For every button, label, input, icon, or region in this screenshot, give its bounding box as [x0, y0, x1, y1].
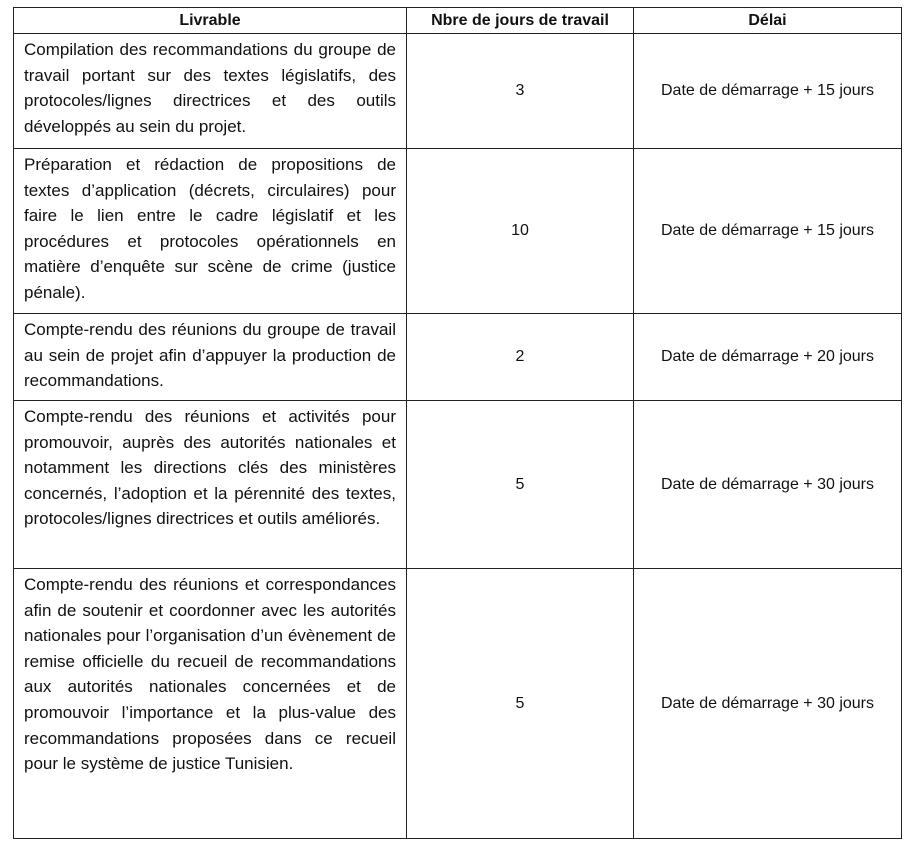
jours-cell: 2	[407, 314, 634, 401]
table-row	[14, 149, 902, 314]
header-delai: Délai	[634, 8, 902, 34]
table-row	[14, 569, 902, 839]
header-livrable: Livrable	[14, 8, 407, 34]
livrable-cell: Compte-rendu des réunions du groupe de travail au sein de projet afin d’appuyer la production de recommandations.	[14, 314, 407, 401]
deliverables-table	[13, 7, 902, 839]
table-row	[14, 314, 902, 401]
header-row	[14, 8, 902, 34]
delai-cell: Date de démarrage + 30 jours	[634, 401, 902, 569]
jours-cell: 10	[407, 149, 634, 314]
table-row	[14, 401, 902, 569]
header-jours: Nbre de jours de travail	[407, 8, 634, 34]
livrable-cell: Compte-rendu des réunions et activités pour promouvoir, auprès des autorités nationales et notamment les directions clés des ministères concernés, l’adoption et la pérennité des textes, protocoles/lignes directrices et outils améliorés.	[14, 401, 407, 569]
jours-cell: 5	[407, 569, 634, 839]
jours-cell: 5	[407, 401, 634, 569]
livrable-cell: Compte-rendu des réunions et correspondances afin de soutenir et coordonner avec les autorités nationales pour l’organisation d’un évènement de remise officielle du recueil de recommandations aux autorités nationales concernées et de promouvoir l’importance et la plus-value des recommandations proposées dans ce recueil pour le système de justice Tunisien.	[14, 569, 407, 839]
delai-cell: Date de démarrage + 30 jours	[634, 569, 902, 839]
table-row	[14, 34, 902, 149]
delai-cell: Date de démarrage + 15 jours	[634, 149, 902, 314]
delai-cell: Date de démarrage + 15 jours	[634, 34, 902, 149]
livrable-cell: Préparation et rédaction de propositions de textes d’application (décrets, circulaires) pour faire le lien entre le cadre législatif et les procédures et protocoles opérationnels en matière d’enquête sur scène de crime (justice pénale).	[14, 149, 407, 314]
jours-cell: 3	[407, 34, 634, 149]
delai-cell: Date de démarrage + 20 jours	[634, 314, 902, 401]
livrable-cell: Compilation des recommandations du groupe de travail portant sur des textes législatifs, des protocoles/lignes directrices et des outils développés au sein du projet.	[14, 34, 407, 149]
